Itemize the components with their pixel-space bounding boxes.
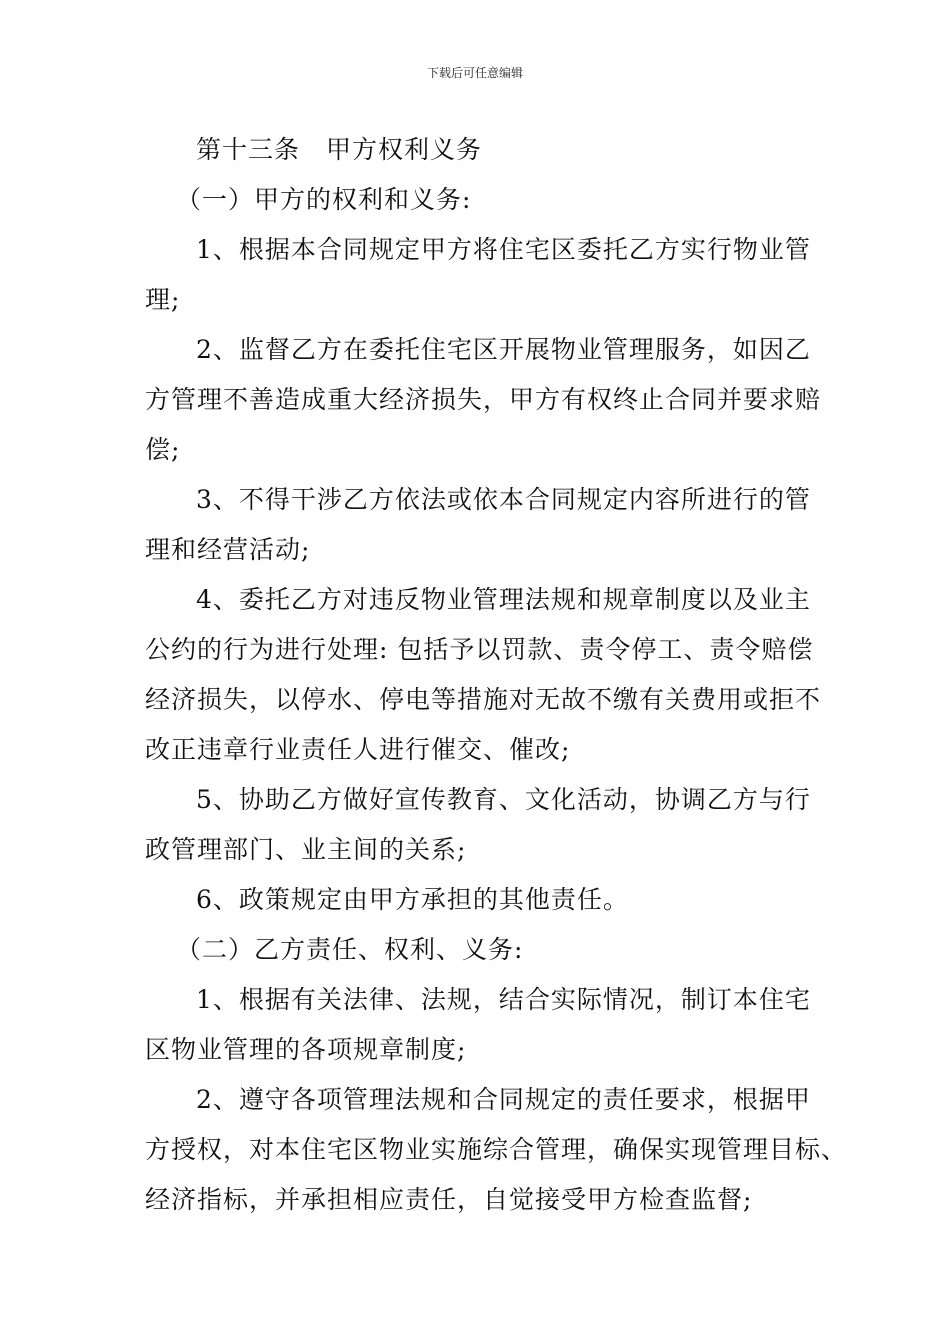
paragraph-line: 区物业管理的各项规章制度; [145,1035,467,1064]
paragraph-line: 5、协助乙方做好宣传教育、文化活动，协调乙方与行 [196,785,811,814]
paragraph-line: 政管理部门、业主间的关系; [145,835,467,864]
paragraph-line: 改正违章行业责任人进行催交、催改; [145,735,571,764]
paragraph-line: 1、根据本合同规定甲方将住宅区委托乙方实行物业管 [196,235,811,264]
section-heading: （二）乙方责任、权利、义务: [176,935,524,964]
paragraph-line: 理; [145,285,181,314]
paragraph-line: 偿; [145,435,181,464]
paragraph-line: 6、政策规定由甲方承担的其他责任。 [196,885,629,914]
paragraph-line: 方管理不善造成重大经济损失，甲方有权终止合同并要求赔 [145,385,822,414]
paragraph-line: 3、不得干涉乙方依法或依本合同规定内容所进行的管 [196,485,811,514]
paragraph-line: 经济指标，并承担相应责任，自觉接受甲方检查监督; [145,1185,753,1214]
page-header: 下载后可任意编辑 [426,66,523,80]
paragraph-line: 公约的行为进行处理: 包括予以罚款、责令停工、责令赔偿 [145,635,814,664]
paragraph-line: 2、监督乙方在委托住宅区开展物业管理服务，如因乙 [196,335,811,364]
paragraph-line: 经济损失，以停水、停电等措施对无故不缴有关费用或拒不 [145,685,822,714]
paragraph-line: 4、委托乙方对违反物业管理法规和规章制度以及业主 [196,585,811,614]
article-title: 第十三条 甲方权利义务 [196,135,483,164]
paragraph-line: 2、遵守各项管理法规和合同规定的责任要求，根据甲 [196,1085,811,1114]
paragraph-line: 理和经营活动; [145,535,311,564]
paragraph-line: 方授权，对本住宅区物业实施综合管理，确保实现管理目标、 [145,1135,848,1164]
section-heading: （一）甲方的权利和义务: [176,185,472,214]
paragraph-line: 1、根据有关法律、法规，结合实际情况，制订本住宅 [196,985,811,1014]
